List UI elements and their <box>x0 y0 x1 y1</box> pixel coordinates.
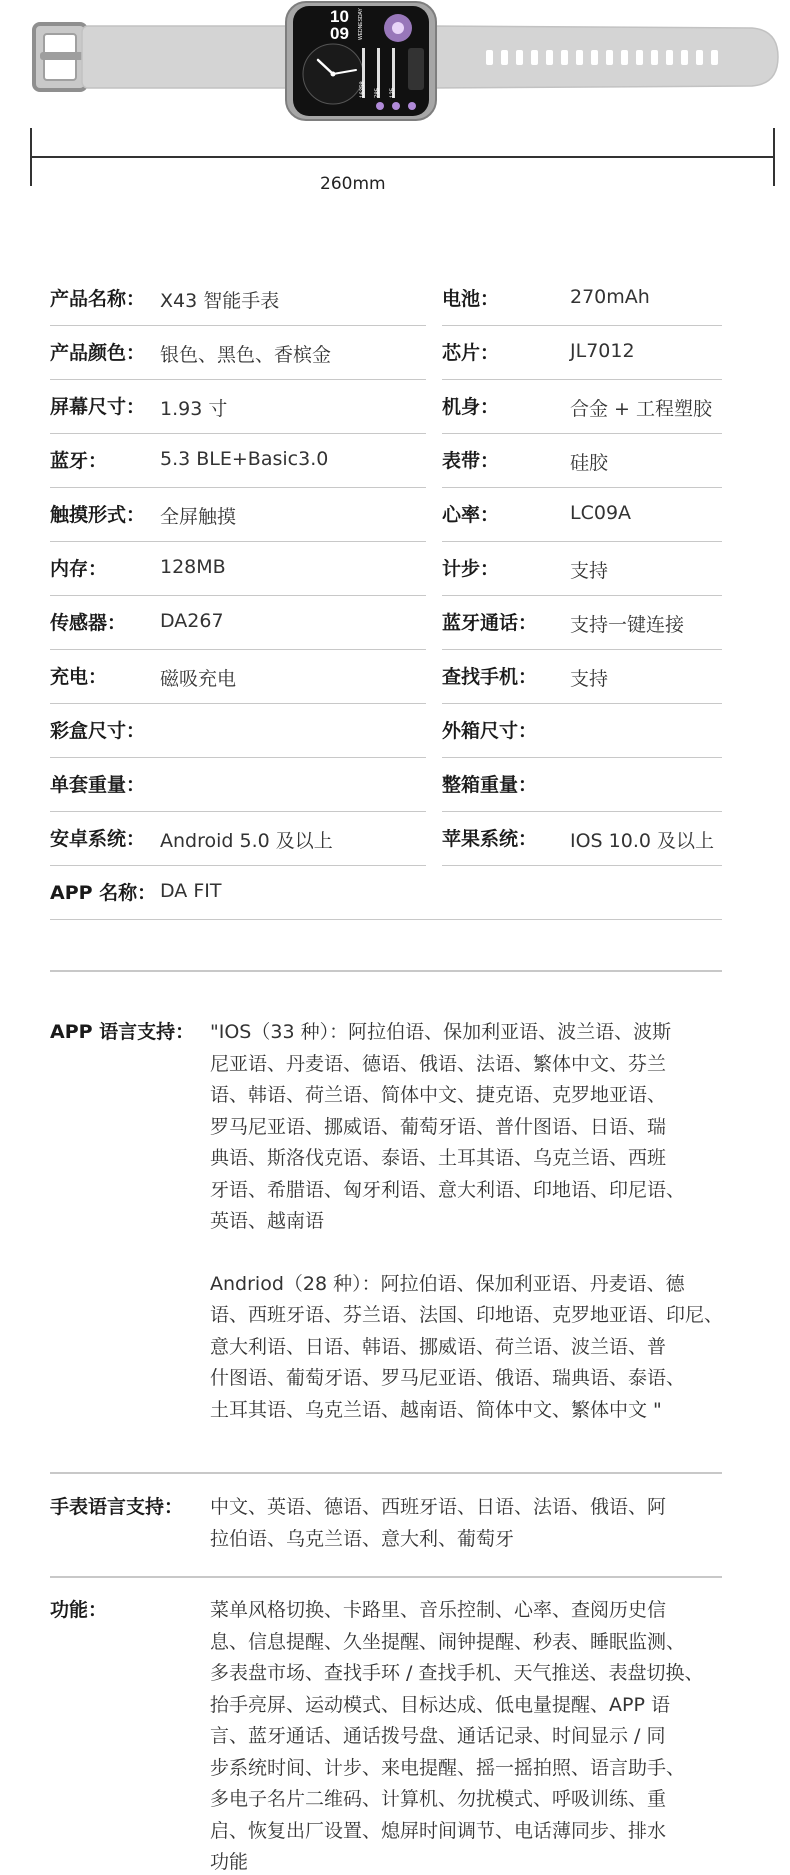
functions-line: 启、恢复出厂设置、熄屏时间调节、电话薄同步、排水 <box>210 1819 667 1842</box>
spec-value: JL7012 <box>570 340 635 362</box>
spec-key: APP 名称： <box>50 882 157 904</box>
spec-key: 芯片： <box>442 342 500 364</box>
watch-stat: 125 <box>390 87 396 98</box>
spec-key: 苹果系统： <box>442 828 538 850</box>
android-line: 什图语、葡萄牙语、罗马尼亚语、俄语、瑞典语、泰语、 <box>210 1367 686 1389</box>
spec-value: LC09A <box>570 502 632 524</box>
spec-row <box>50 650 722 704</box>
spec-key: 表带： <box>442 450 500 472</box>
spec-value: 支持 <box>570 668 609 690</box>
watch-hour: 10 <box>330 7 349 26</box>
functions-line: 抬手亮屏、运动模式、目标达成、低电量提醒、APP 语 <box>210 1693 670 1716</box>
android-line: 土耳其语、乌克兰语、越南语、简体中文、繁体中文 " <box>210 1398 662 1421</box>
section-divider <box>50 1576 722 1578</box>
spec-key: 屏幕尺寸： <box>50 396 146 418</box>
spec-row <box>50 272 722 326</box>
spec-value: 全屏触摸 <box>160 506 237 528</box>
spec-value: 合金 + 工程塑胶 <box>570 398 712 420</box>
spec-value: 270mAh <box>570 286 650 308</box>
android-line: 意大利语、日语、韩语、挪威语、荷兰语、波兰语、普 <box>210 1335 667 1358</box>
spec-value: 硅胶 <box>570 452 609 474</box>
spec-row <box>50 380 722 434</box>
spec-key: 内存： <box>50 558 108 580</box>
strap-right <box>430 26 778 88</box>
functions-text <box>210 1595 770 1875</box>
spec-key: 彩盒尺寸： <box>50 720 146 742</box>
functions-line: 菜单风格切换、卡路里、音乐控制、心率、查阅历史信 <box>210 1599 667 1621</box>
spec-key: 机身： <box>442 396 500 418</box>
spec-key: 查找手机： <box>442 666 538 688</box>
functions-line: 功能 <box>210 1851 249 1873</box>
watch-illustration <box>0 0 790 130</box>
spec-value: 支持一键连接 <box>570 614 685 636</box>
spec-value: 磁吸充电 <box>160 668 237 690</box>
spec-key: 传感器： <box>50 612 127 634</box>
functions-line: 多电子名片二维码、计算机、勿扰模式、呼吸训练、重 <box>210 1788 667 1810</box>
ios-line: "IOS（33 种）：阿拉伯语、保加利亚语、波兰语、波斯 <box>210 1021 672 1043</box>
app-language-key: APP 语言支持： <box>50 1021 195 1043</box>
spec-key: 电池： <box>442 288 500 310</box>
strap-left <box>82 26 292 88</box>
spec-key: 外箱尺寸： <box>442 720 538 742</box>
watch-language-line: 中文、英语、德语、西班牙语、日语、法语、俄语、阿 <box>210 1496 667 1518</box>
ios-line: 尼亚语、丹麦语、德语、俄语、法语、繁体中文、芬兰 <box>210 1052 667 1075</box>
spec-row <box>50 812 722 866</box>
spec-key: 心率： <box>442 504 500 526</box>
ios-line: 英语、越南语 <box>210 1210 325 1232</box>
spec-table <box>50 272 722 920</box>
watch-language-line: 拉伯语、乌克兰语、意大利、葡萄牙 <box>210 1527 515 1550</box>
spec-key: 蓝牙通话： <box>442 612 538 634</box>
ios-line: 语、韩语、荷兰语、简体中文、捷克语、克罗地亚语、 <box>210 1084 667 1106</box>
spec-value: DA FIT <box>160 880 222 902</box>
spec-row <box>50 758 722 812</box>
watch-language-text <box>210 1492 770 1555</box>
spec-key: 蓝牙： <box>50 450 108 472</box>
spec-key: 计步： <box>442 558 500 580</box>
android-line: Andriod（28 种）：阿拉伯语、保加利亚语、丹麦语、德 <box>210 1272 685 1295</box>
spec-row <box>50 434 722 488</box>
watch-language-key: 手表语言支持： <box>50 1496 184 1518</box>
functions-line: 步系统时间、计步、来电提醒、摇一摇拍照、语言助手、 <box>210 1756 686 1779</box>
spec-value: Android 5.0 及以上 <box>160 830 333 852</box>
watch-language-section <box>50 1492 722 1562</box>
spec-key: 安卓系统： <box>50 828 146 850</box>
spec-value: 5.3 BLE+Basic3.0 <box>160 448 329 470</box>
spec-value: IOS 10.0 及以上 <box>570 830 715 852</box>
section-divider <box>50 1472 722 1474</box>
ios-line: 牙语、希腊语、匈牙利语、意大利语、印地语、印尼语、 <box>210 1178 686 1201</box>
functions-key: 功能： <box>50 1599 108 1621</box>
spec-key: 触摸形式： <box>50 504 146 526</box>
watch-stat: 16358 <box>360 81 366 98</box>
app-language-text <box>210 1017 770 1426</box>
watch-minute: 09 <box>330 24 349 43</box>
functions-section <box>50 1595 722 1875</box>
ios-line: 罗马尼亚语、挪威语、葡萄牙语、普什图语、日语、瑞 <box>210 1115 667 1138</box>
dimension-label: 260mm <box>320 174 386 194</box>
spec-value: 1.93 寸 <box>160 398 228 420</box>
dimension-line <box>30 128 775 194</box>
android-line: 语、西班牙语、芬兰语、法国、印地语、克罗地亚语、印尼、 <box>210 1304 724 1326</box>
spec-key: 整箱重量： <box>442 774 538 796</box>
functions-line: 多表盘市场、查找手环 / 查找手机、天气推送、表盘切换、 <box>210 1662 704 1684</box>
spec-key: 产品名称： <box>50 288 146 310</box>
ios-line: 典语、斯洛伐克语、泰语、土耳其语、乌克兰语、西班 <box>210 1147 667 1169</box>
spec-value: 支持 <box>570 560 609 582</box>
functions-line: 言、蓝牙通话、通话拨号盘、通话记录、时间显示 / 同 <box>210 1725 666 1747</box>
watch-stat: 785 <box>375 87 381 98</box>
spec-value: DA267 <box>160 610 224 632</box>
spec-row <box>50 596 722 650</box>
spec-row <box>50 488 722 542</box>
spec-key: 充电： <box>50 666 108 688</box>
spec-key: 单套重量： <box>50 774 146 796</box>
section-divider <box>50 970 722 972</box>
spec-row <box>50 326 722 380</box>
spec-value: X43 智能手表 <box>160 290 280 312</box>
app-language-section <box>50 1017 722 1437</box>
spec-row <box>50 866 722 920</box>
spec-value: 银色、黑色、香槟金 <box>160 344 332 366</box>
functions-line: 息、信息提醒、久坐提醒、闹钟提醒、秒表、睡眠监测、 <box>210 1630 686 1653</box>
spec-value: 128MB <box>160 556 226 578</box>
spec-row <box>50 542 722 596</box>
product-image <box>0 0 790 200</box>
spec-key: 产品颜色： <box>50 342 146 364</box>
spec-row <box>50 704 722 758</box>
watch-day: WEDNESDAY <box>358 8 364 40</box>
